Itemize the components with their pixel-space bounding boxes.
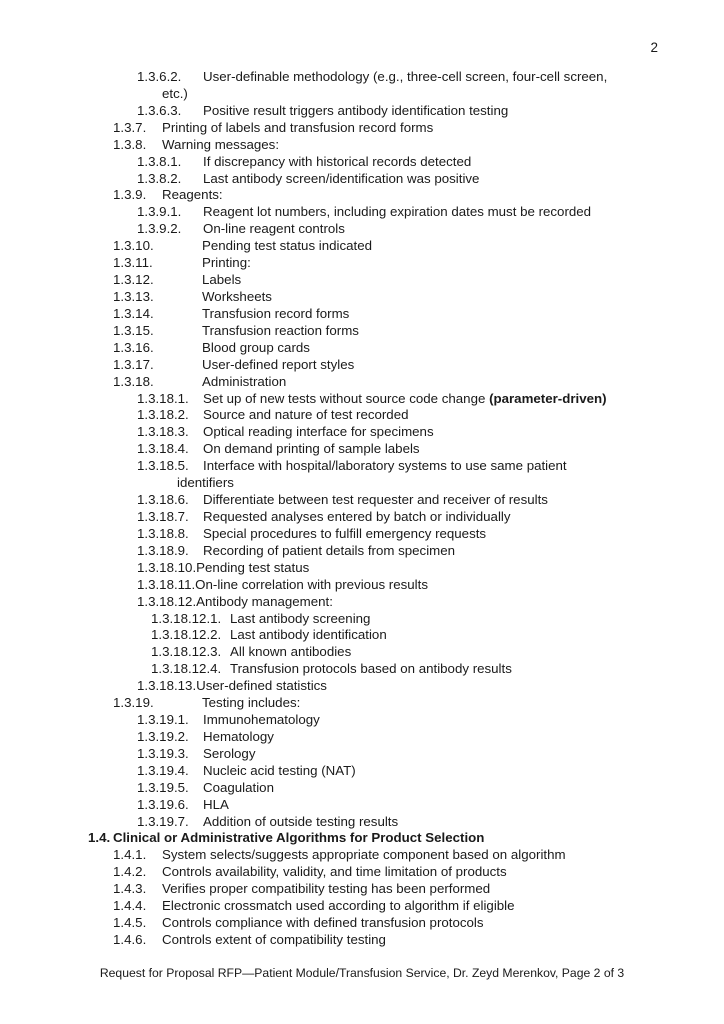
item-number: 1.3.12. — [113, 272, 154, 288]
outline-item — [113, 120, 724, 137]
footer-text: Request for Proposal RFP—Patient Module/Transfusion Service, Dr. Zeyd Merenkov, Page 2 of 3 — [99, 966, 625, 980]
item-text: Set up of new tests without source code change (parameter-driven) — [203, 390, 607, 406]
item-text: User-defined statistics — [196, 678, 327, 694]
item-number: 1.3.11. — [113, 255, 153, 271]
outline-item — [137, 509, 724, 526]
item-text: Source and nature of test recorded — [203, 407, 409, 423]
item-text: Transfusion record forms — [202, 305, 350, 321]
item-number: 1.3.18.5. — [137, 458, 189, 474]
item-number: 1.3.18.12.4. — [151, 661, 222, 677]
item-number: 1.3.18. — [113, 373, 154, 389]
outline-item — [151, 661, 724, 678]
page-number: 2 — [650, 40, 658, 55]
outline-item — [113, 238, 724, 255]
item-text: Reagent lot numbers, including expiration dates must be recorded — [203, 204, 592, 220]
outline-item — [113, 272, 724, 289]
item-number: 1.3.18.12.1. — [151, 610, 222, 626]
item-number: 1.4.2. — [113, 864, 147, 880]
item-text: Blood group cards — [202, 339, 310, 355]
outline-item — [151, 644, 724, 661]
outline-item — [137, 424, 724, 441]
item-text: On demand printing of sample labels — [203, 441, 420, 457]
item-text: Nucleic acid testing (NAT) — [203, 762, 356, 778]
item-text: System selects/suggests appropriate component based on algorithm — [162, 847, 566, 863]
item-text: Transfusion reaction forms — [202, 322, 359, 338]
outline-item — [137, 763, 724, 780]
item-number: 1.3.18.1. — [137, 390, 189, 406]
outline-item — [151, 627, 724, 644]
item-text: Administration — [202, 373, 287, 389]
outline-item — [113, 898, 724, 915]
outline-item — [137, 560, 724, 577]
item-continuation: identifiers — [177, 475, 234, 491]
outline-item — [113, 847, 724, 864]
item-text: Controls compliance with defined transfusion protocols — [162, 915, 484, 931]
item-number: 1.3.19.7. — [137, 813, 189, 829]
outline-item — [137, 814, 724, 831]
item-number: 1.3.18.12.3. — [151, 644, 222, 660]
item-text: HLA — [203, 796, 229, 812]
outline-item — [137, 746, 724, 763]
item-number: 1.3.9. — [113, 187, 147, 203]
item-number: 1.3.9.1. — [137, 204, 182, 220]
item-number: 1.3.17. — [113, 356, 154, 372]
item-number: 1.3.6.3. — [137, 102, 182, 118]
outline-item — [113, 323, 724, 340]
item-number: 1.3.18.13. — [137, 678, 197, 694]
outline-item — [137, 103, 724, 120]
outline-item — [113, 915, 724, 932]
outline-item — [113, 306, 724, 323]
item-number: 1.3.19.4. — [137, 762, 189, 778]
outline-item — [137, 171, 724, 188]
item-text: Controls availability, validity, and time limitation of products — [162, 864, 507, 880]
outline-item — [137, 204, 724, 221]
item-number: 1.3.18.9. — [137, 542, 189, 558]
item-number: 1.3.19. — [113, 695, 154, 711]
outline-item — [137, 780, 724, 797]
item-text: Optical reading interface for specimens — [203, 424, 434, 440]
outline-item — [113, 864, 724, 881]
item-number: 1.3.18.2. — [137, 407, 189, 423]
item-text: Addition of outside testing results — [203, 813, 399, 829]
item-text: Electronic crossmatch used according to algorithm if eligible — [162, 898, 515, 914]
item-text: Reagents: — [162, 187, 223, 203]
item-text: Controls extent of compatibility testing — [162, 932, 386, 948]
item-text: Serology — [203, 745, 256, 761]
item-number: 1.4.3. — [113, 881, 147, 897]
item-text: Coagulation — [203, 779, 274, 795]
item-text: Pending test status indicated — [202, 238, 373, 254]
item-text: User-defined report styles — [202, 356, 355, 372]
outline-item — [137, 678, 724, 695]
item-number: 1.4.6. — [113, 932, 147, 948]
item-number: 1.3.18.12.2. — [151, 627, 222, 643]
item-number: 1.3.19.3. — [137, 745, 189, 761]
item-text: Antibody management: — [196, 593, 333, 609]
item-text: Last antibody screening — [230, 610, 371, 626]
outline-list — [0, 69, 724, 949]
item-text: Last antibody screen/identification was positive — [203, 170, 480, 186]
outline-item — [113, 374, 724, 391]
item-number: 1.3.19.5. — [137, 779, 189, 795]
outline-item — [137, 407, 724, 424]
outline-item — [113, 932, 724, 949]
outline-item — [151, 611, 724, 628]
item-number: 1.3.19.1. — [137, 712, 189, 728]
outline-item — [137, 594, 724, 611]
outline-item — [88, 830, 724, 847]
item-number: 1.3.13. — [113, 288, 154, 304]
item-text: Special procedures to fulfill emergency requests — [203, 525, 487, 541]
outline-item — [137, 69, 724, 86]
item-text: Warning messages: — [162, 136, 280, 152]
item-number: 1.3.15. — [113, 322, 154, 338]
item-number: 1.3.19.6. — [137, 796, 189, 812]
outline-item — [113, 340, 724, 357]
outline-item — [137, 492, 724, 509]
item-text: Requested analyses entered by batch or individually — [203, 508, 511, 524]
outline-item — [137, 729, 724, 746]
item-text: If discrepancy with historical records detected — [203, 153, 472, 169]
item-number: 1.3.6.2. — [137, 69, 182, 84]
item-text: Worksheets — [202, 288, 272, 304]
item-text: Immunohematology — [203, 712, 320, 728]
outline-item — [113, 137, 724, 154]
outline-item — [137, 221, 724, 238]
item-number: 1.4.4. — [113, 898, 147, 914]
outline-item — [137, 441, 724, 458]
item-text: Pending test status — [196, 559, 310, 575]
item-number: 1.3.8.2. — [137, 170, 182, 186]
item-text: Verifies proper compatibility testing has been performed — [162, 881, 491, 897]
outline-item — [113, 881, 724, 898]
item-text: Interface with hospital/laboratory systems to use same patient — [203, 458, 567, 474]
item-text: Printing of labels and transfusion record forms — [162, 119, 434, 135]
outline-item — [113, 289, 724, 306]
outline-item — [137, 712, 724, 729]
item-text: Hematology — [203, 728, 274, 744]
item-number: 1.3.16. — [113, 339, 154, 355]
item-number: 1.4.1. — [113, 847, 147, 863]
item-number: 1.3.7. — [113, 119, 147, 135]
outline-item — [113, 187, 724, 204]
item-number: 1.3.18.8. — [137, 525, 189, 541]
outline-item — [137, 543, 724, 560]
item-number: 1.3.18.3. — [137, 424, 189, 440]
item-number: 1.4.5. — [113, 915, 147, 931]
item-number: 1.3.18.11. — [137, 576, 196, 592]
outline-item — [137, 458, 724, 475]
item-text: Differentiate between test requester and receiver of results — [203, 492, 548, 508]
item-number: 1.3.8.1. — [137, 153, 182, 169]
item-text: Transfusion protocols based on antibody results — [230, 661, 512, 677]
item-text: Clinical or Administrative Algorithms for Product Selection — [113, 830, 485, 846]
outline-item — [113, 357, 724, 374]
item-continuation: etc.) — [162, 85, 188, 101]
outline-item — [137, 154, 724, 171]
outline-item — [113, 695, 724, 712]
item-number: 1.3.14. — [113, 305, 154, 321]
item-text: On-line correlation with previous results — [195, 576, 428, 592]
item-text: Positive result triggers antibody identification testing — [203, 102, 509, 118]
item-text: Testing includes: — [202, 695, 301, 711]
item-text: Recording of patient details from specimen — [203, 542, 456, 558]
item-text-bold: (parameter-driven) — [489, 390, 607, 406]
item-text: All known antibodies — [230, 644, 352, 660]
item-number: 1.3.18.6. — [137, 492, 189, 508]
item-number: 1.3.10. — [113, 238, 154, 254]
item-number: 1.3.18.12. — [137, 593, 197, 609]
item-text: On-line reagent controls — [203, 221, 345, 237]
item-text: Printing: — [202, 255, 251, 271]
item-number: 1.3.18.7. — [137, 508, 189, 524]
outline-item — [137, 577, 724, 594]
item-number: 1.3.18.10. — [137, 559, 197, 575]
item-number: 1.3.18.4. — [137, 441, 189, 457]
item-number: 1.3.19.2. — [137, 728, 189, 744]
item-text: User-definable methodology (e.g., three-cell screen, four-cell screen, — [203, 69, 608, 84]
outline-item — [137, 391, 724, 408]
item-text: Last antibody identification — [230, 627, 387, 643]
item-number: 1.3.8. — [113, 136, 147, 152]
item-text: Labels — [202, 272, 242, 288]
item-number: 1.3.9.2. — [137, 221, 182, 237]
item-number: 1.4. — [88, 830, 111, 846]
outline-item — [137, 797, 724, 814]
outline-item — [113, 255, 724, 272]
outline-item — [137, 526, 724, 543]
